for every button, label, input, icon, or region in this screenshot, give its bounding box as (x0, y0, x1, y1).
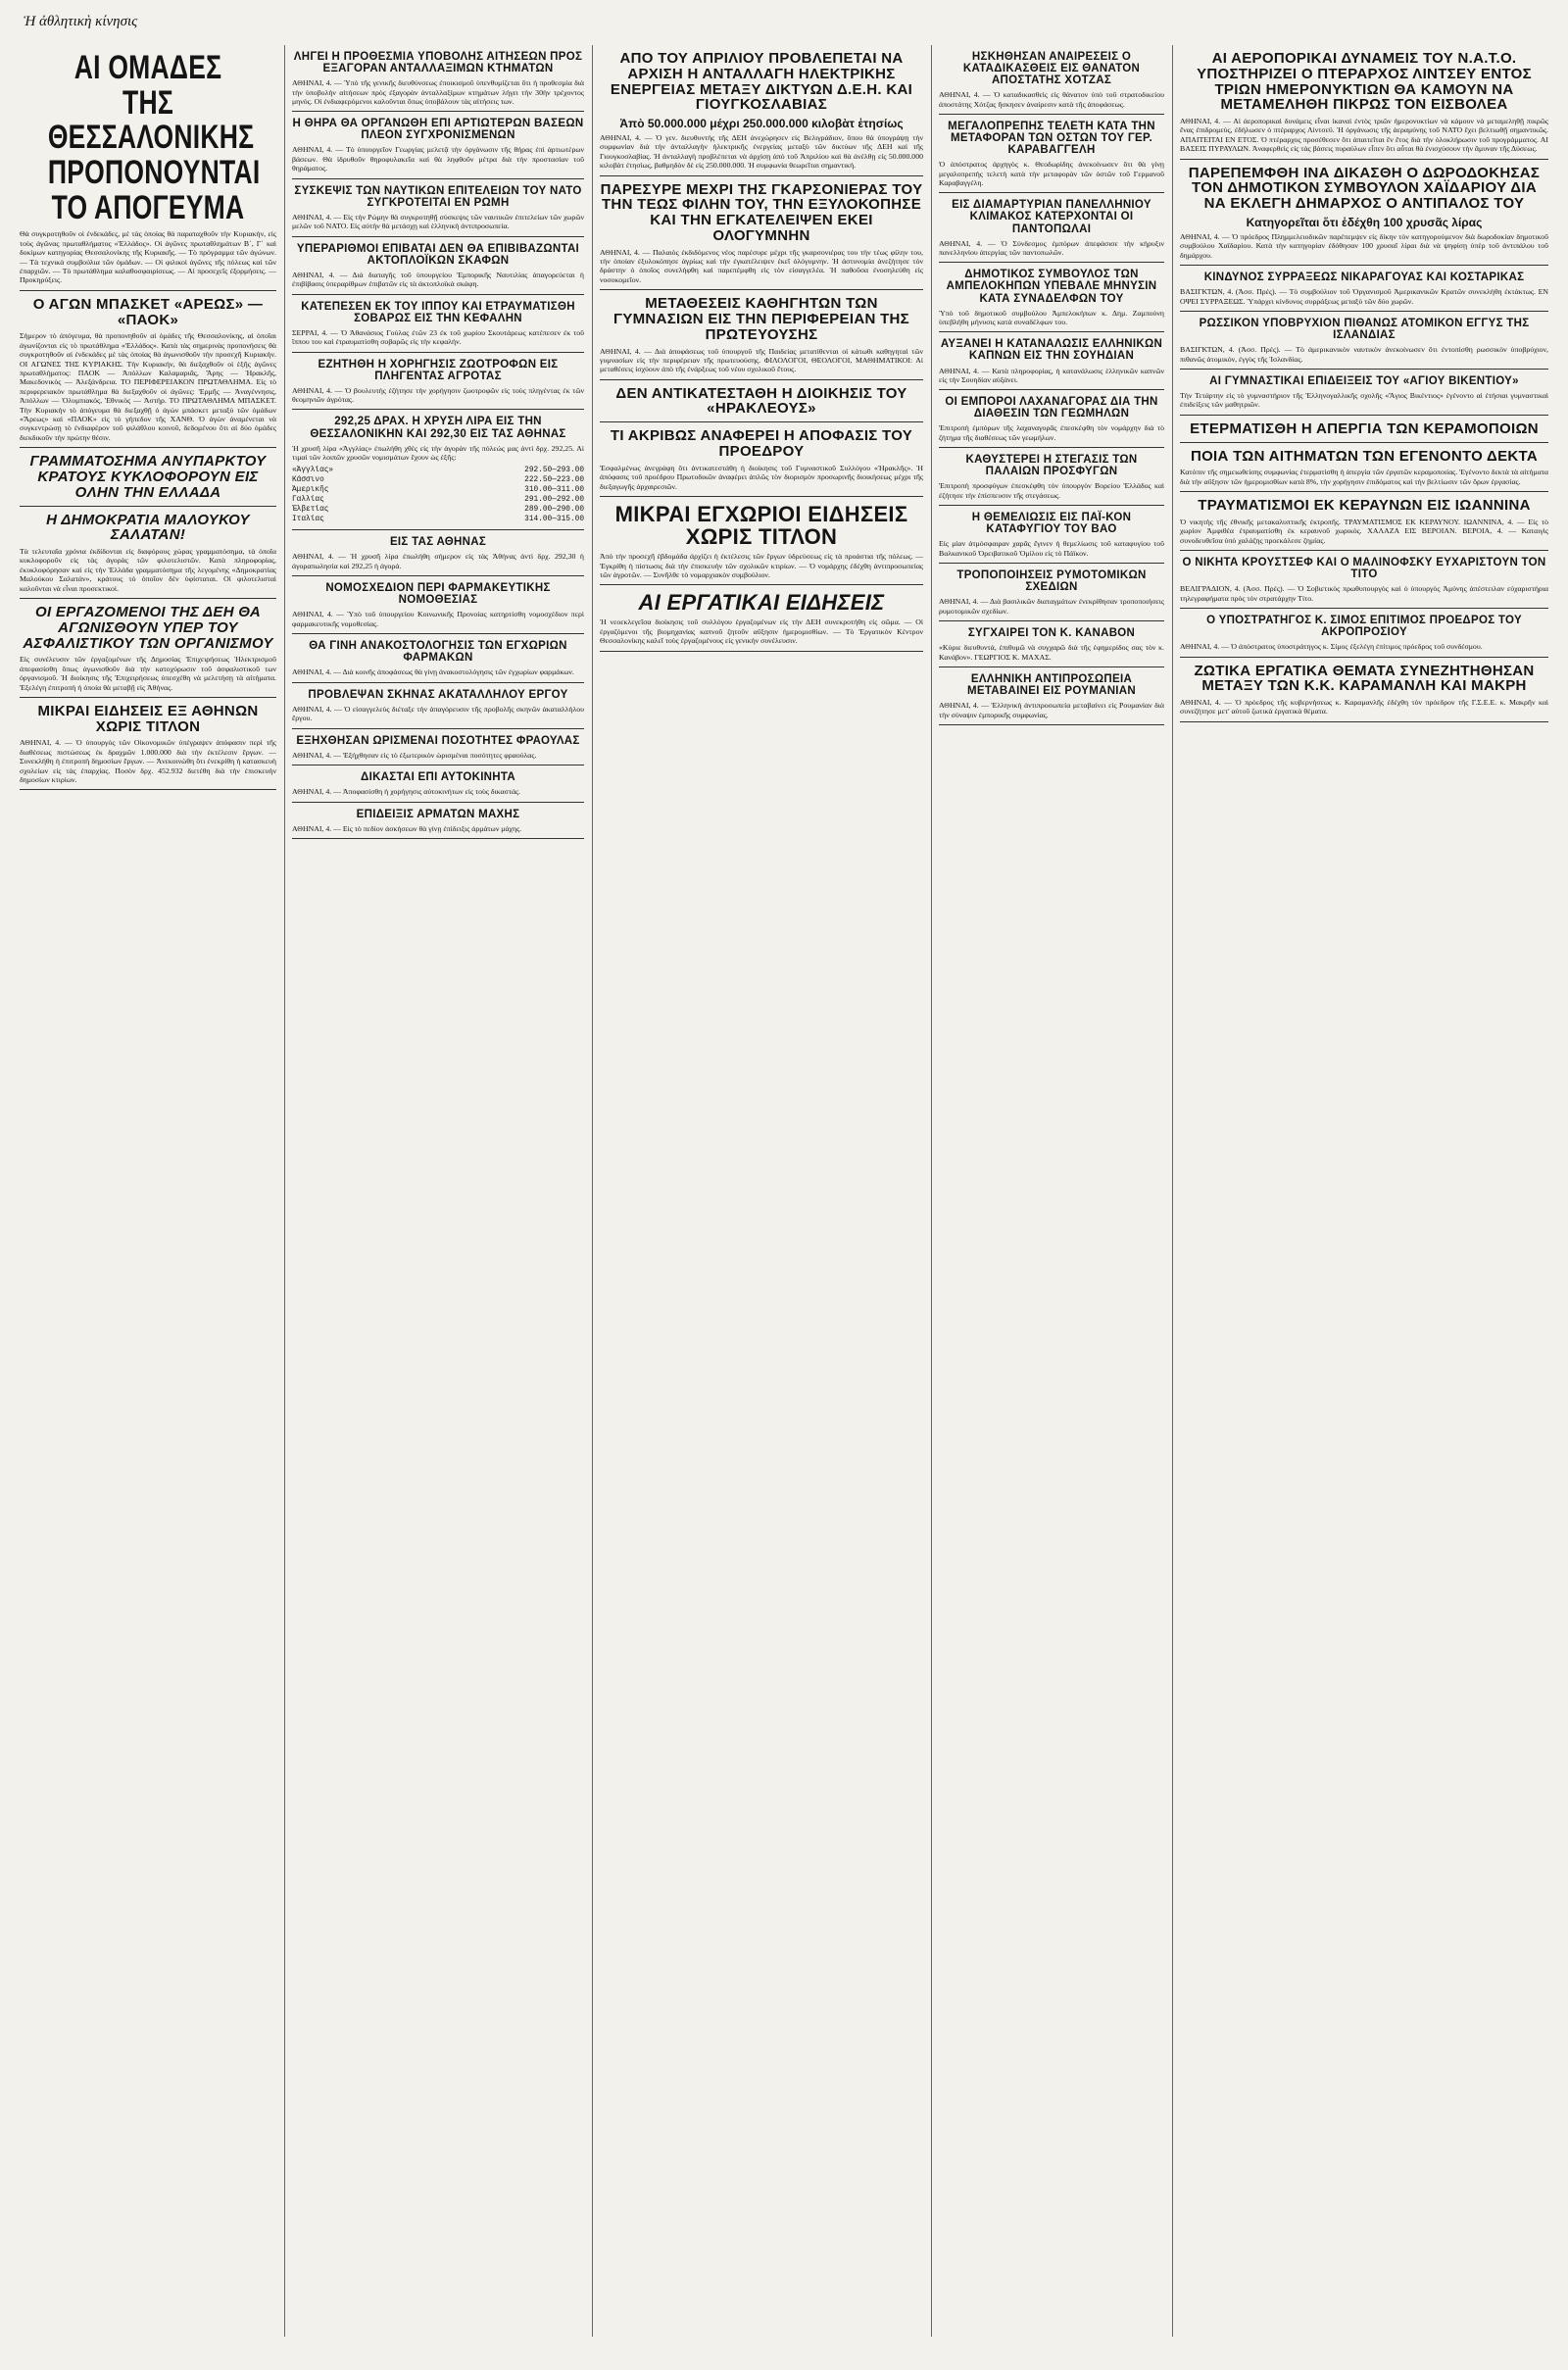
article (1180, 166, 1548, 260)
headline: ΕΛΛΗΝΙΚΗ ΑΝΤΙΠΡΟΣΩΠΕΙΑ ΜΕΤΑΒΑΙΝΕΙ ΕΙΣ ΡΟΥΜΑΝΙΑΝ (966, 672, 1137, 698)
divider (292, 236, 584, 237)
buy-price: 292.50 (524, 467, 553, 475)
article-body: ΒΑΣΙΓΚΤΩΝ, 4. (Ἀσσ. Πρές). — Τὸ ἀμερικανικὸν ναυτικὸν ἀνεκοίνωσεν ὅτι ἐντοπίσθη ρωσσικὸν ὑποβρύχιον, πιθανῶς ἀτομικόν, ἐγγὺς τῆς Ἰσλανδίας. (1180, 345, 1548, 364)
article-body: ΑΘΗΝΑΙ, 4. — Ὁ εἰσαγγελεὺς διέταξε τὴν ἀπαγόρευσιν τῆς προβολῆς σκηνῶν ἀκαταλλήλου ἔργου. (292, 704, 584, 723)
article-body: ΑΘΗΝΑΙ, 4. — Εἰς τὸ πεδίον ἀσκήσεων θὰ γίνῃ ἐπίδειξις ἀρμάτων μάχης. (292, 823, 522, 833)
headline: ΤΙ ΑΚΡΙΒΩΣ ΑΝΑΦΕΡΕΙ Η ΑΠΟΦΑΣΙΣ ΤΟΥ ΠΡΟΕΔΡΟΥ (610, 427, 913, 460)
divider (20, 598, 276, 599)
headline: Η ΔΗΜΟΚΡΑΤΙΑ ΜΑΛΟΥΚΟΥ ΣΑΛΑΤΑΝ! (46, 511, 250, 544)
headline: ΥΠΕΡΑΡΙΘΜΟΙ ΕΠΙΒΑΤΑΙ ΔΕΝ ΘΑ ΕΠΙΒΙΒΑΖΩΝΤΑΙ ΑΚΤΟΠΛΟΪΚΩΝ ΣΚΑΦΩΝ (296, 242, 580, 267)
divider (939, 192, 1164, 193)
article (1180, 449, 1548, 487)
article (939, 569, 1164, 616)
coin-prices: 291.00—292.00 (524, 496, 584, 505)
article-body: ΑΘΗΝΑΙ, 4. — Ὁ πρόεδρος τῆς κυβερνήσεως κ. Καραμανλῆς ἐδέχθη τὸν πρόεδρον τῆς Γ.Σ.Ε.Ε. κ. Μακρῆν καὶ συνεζήτησε μετ' αὐτοῦ ζωτικὰ ἐργατικὰ θέματα. (1180, 698, 1548, 716)
column-rule (931, 45, 932, 2337)
divider (600, 496, 923, 497)
coin-name: Ἑλβετίας (292, 506, 329, 515)
article-body: ΑΘΗΝΑΙ, 4. — Κατὰ πληροφορίας, ἡ κατανάλωσις ἑλληνικῶν καπνῶν εἰς τὴν Σουηδίαν αὐξάνει. (939, 366, 1164, 384)
divider (939, 331, 1164, 332)
article (20, 513, 276, 594)
section-label: Ἡ ἀθλητικὴ κίνησις (24, 14, 138, 29)
headline: ΚΙΝΔΥΝΟΣ ΣΥΡΡΑΞΕΩΣ ΝΙΚΑΡΑΓΟΥΑΣ ΚΑΙ ΚΟΣΤΑΡΙΚΑΣ (1203, 272, 1525, 284)
article (292, 582, 584, 628)
article (600, 591, 923, 645)
article (292, 689, 584, 723)
coin-name: Ἰταλίας (292, 516, 324, 524)
coin-prices: 289.00—290.00 (524, 506, 584, 515)
article (1180, 272, 1548, 306)
article (20, 51, 276, 285)
sell-price: 290.00 (556, 506, 584, 515)
article-body: ΑΘΗΝΑΙ, 4. — Παλαιὸς ἐκδιδόμενος νέος παρέσυρε μέχρι τῆς γκαρσονιέρας του τὴν τέως φίλην του, τὴν ὁποίαν ἐξυλοκόπησε ἀγρίως καὶ τὴν ἐγκατέλειψεν ἐκεῖ ὁλόγυμνην. Ἡ ἀστυνομία ἀνεζήτησε τὸν δράστην ὁ ὁποῖος συνελήφθη καὶ παρεπέμφθη εἰς τὸν εἰσαγγελέα. Ἡ παθοῦσα ἐνοσηλεύθη εἰς νοσοκομεῖον. (600, 247, 923, 284)
article-body: ΑΘΗΝΑΙ, 4. — Διὰ ἀποφάσεως τοῦ ὑπουργοῦ τῆς Παιδείας μετατίθενται οἱ κάτωθι καθηγηταὶ τῶν γυμνασίων εἰς τὴν περιφέρειαν τῆς πρωτευούσης. ΦΙΛΟΛΟΓΟΙ, ΘΕΟΛΟΓΟΙ, ΜΑΘΗΜΑΤΙΚΟΙ: Αἱ μεταθέσεις ἰσχύουν ἀπὸ τῆς ἐνάρξεως τοῦ νέου σχολικοῦ ἔτους. (600, 346, 923, 374)
coin-prices: 222.50—223.00 (524, 476, 584, 485)
divider (1180, 442, 1548, 443)
article-body: Ἀπὸ τὴν προσεχῆ ἑβδομάδα ἀρχίζει ἡ ἐκτέλεσις τῶν ἔργων ὑδρεύσεως εἰς τὰ προάστια τῆς πόλεως. — Ἐγκρίθη ἡ πίστωσις διὰ τὴν ἐπισκευὴν τῶν σχολικῶν κτιρίων. — Ὁ νομάρχης ἐδέχθη ἀντιπροσωπείας τῶν ἀγροτῶν. — Συνῆλθε τὸ νομαρχιακὸν συμβούλιον. (600, 552, 923, 579)
article (292, 185, 584, 231)
headline: ΠΑΡΕΠΕΜΦΘΗ ΙΝΑ ΔΙΚΑΣΘΗ Ο ΔΩΡΟΔΟΚΗΣΑΣ ΤΟΝ ΔΗΜΟΤΙΚΟΝ ΣΥΜΒΟΥΛΟΝ ΧΑΪΔΑΡΙΟΥ ΔΙΑ ΝΑ ΕΚΛΕΓΗ ΔΗΜΑΡΧΟΣ Ο ΑΝΤΙΠΑΛΟΣ ΤΟΥ (1188, 164, 1541, 213)
article (20, 454, 276, 500)
article-body: ΑΘΗΝΑΙ, 4. — Ἐξήχθησαν εἰς τὸ ἐξωτερικὸν ὡρισμέναι ποσότητες φραούλας. (292, 750, 537, 760)
divider (20, 447, 276, 448)
headline: ΗΣΚΗΘΗΣΑΝ ΑΝΑΙΡΕΣΕΙΣ Ο ΚΑΤΑΔΙΚΑΣΘΕΙΣ ΕΙΣ ΘΑΝΑΤΟΝ ΑΠΟΣΤΑΤΗΣ ΧΟΤΖΑΣ (962, 51, 1141, 87)
divider (292, 178, 584, 179)
headline: 292,25 ΔΡΑΧ. Η ΧΡΥΣΗ ΛΙΡΑ ΕΙΣ ΤΗΝ ΘΕΣΣΑΛΟΝΙΚΗΝ ΚΑΙ 292,30 ΕΙΣ ΤΑΣ ΑΘΗΝΑΣ (310, 416, 566, 440)
article-body: ΑΘΗΝΑΙ, 4. — Ὁ ὑπουργὸς τῶν Οἰκονομικῶν ὑπέγραψεν ἀπόφασιν περὶ τῆς διαθέσεως πιστώσεως ἐκ δραχμῶν 1.000.000 διὰ τὴν ἐκτέλεσιν ἔργων. — Συνεκλήθη ἡ ἐπιτροπὴ δημοσίων ἔργων. — Ἀνεκοινώθη ὅτι ἐνεκρίθη ἡ κατασκευὴ σχολείων εἰς τὰς ἐπαρχίας. Ποσὸν δρχ. 452.932 διετέθη διὰ τὴν ἐπισκευὴν δημοσίων κτιρίων. (20, 738, 276, 785)
headline: ΛΗΓΕΙ Η ΠΡΟΘΕΣΜΙΑ ΥΠΟΒΟΛΗΣ ΑΙΤΗΣΕΩΝ ΠΡΟΣ ΕΞΑΓΟΡΑΝ ΑΝΤΑΛΛΑΞΙΜΩΝ ΚΤΗΜΑΤΩΝ (293, 51, 583, 75)
article (939, 673, 1164, 719)
article (939, 512, 1164, 558)
article (292, 51, 584, 106)
column-1 (20, 45, 276, 2337)
headline: ΡΩΣΣΙΚΟΝ ΥΠΟΒΡΥΧΙΟΝ ΠΙΘΑΝΩΣ ΑΤΟΜΙΚΟΝ ΕΓΓΥΣ ΤΗΣ ΙΣΛΑΝΔΙΑΣ (1199, 317, 1530, 342)
article-body: «Κύριε διευθυντά, ἐπιθυμῶ νὰ συγχαρῶ διὰ τῆς ἐφημερίδος σας τὸν κ. Κανάβον». ΓΕΩΡΓΙΟΣ Κ. ΜΑΧΑΣ. (939, 643, 1164, 662)
headline: ΑΙ ΕΡΓΑΤΙΚΑΙ ΕΙΔΗΣΕΙΣ (638, 590, 885, 616)
article (600, 296, 923, 373)
divider (1180, 311, 1548, 312)
article (20, 704, 276, 785)
article-body: ΑΘΗΝΑΙ, 4. — Ἡ χρυσῆ λίρα ἐπωλήθη σήμερον εἰς τὰς Ἀθήνας ἀντὶ δρχ. 292,30 ἡ ἀγοραπωλησία καὶ 292,25 ἡ ἀγορά. (292, 552, 584, 570)
article (292, 359, 584, 405)
headline: ΜΙΚΡΑΙ ΕΙΔΗΣΕΙΣ ΕΞ ΑΘΗΝΩΝ ΧΩΡΙΣ ΤΙΤΛΟΝ (37, 702, 259, 735)
article-body: Ἡ χρυσῆ λίρα «Ἀγγλίας» ἐπωλήθη χθὲς εἰς τὴν ἀγορὰν τῆς πόλεώς μας ἀντὶ δρχ. 292,25. Αἱ τιμαὶ τῶν λοιπῶν χρυσῶν νομισμάτων ἔχουν ὡς ἑξῆς: (292, 443, 584, 462)
divider (600, 175, 923, 176)
article-body: Ὁ νικητὴς τῆς ἐθνικῆς μετακαλυπτικῆς ἐκτροπῆς. ΤΡΑΥΜΑΤΙΣΜΟΣ ΕΚ ΚΕΡΑΥΝΟΥ. ΙΩΑΝΝΙΝΑ, 4. — Εἰς τὸ χωρίον Ἀμφιθέα ἐτραυματίσθη ἐκ κεραυνοῦ χωρικός. ΧΑΛΑΖΑ ΕΙΣ ΒΕΡΟΙΑΝ. ΒΕΡΟΙΑ, 4. — Καταιγὶς συνοδευθεῖσα ὑπὸ χαλάζης προεκάλεσε ζημίας. (1180, 517, 1548, 545)
divider (20, 290, 276, 291)
headline: ΕΙΣ ΤΑΣ ΑΘΗΝΑΣ (389, 536, 487, 549)
coin-name: Κάσσινο (292, 476, 324, 485)
buy-price: 314.00 (524, 516, 553, 524)
headline: ΕΙΣ ΔΙΑΜΑΡΤΥΡΙΑΝ ΠΑΝΕΛΛΗΝΙΟΥ ΚΛΙΜΑΚΟΣ ΚΑΤΕΡΧΟΝΤΑΙ ΟΙ ΠΑΝΤΟΠΩΛΑΙ (952, 199, 1152, 235)
article-body: ΑΘΗΝΑΙ, 4. — Ὑπὸ τῆς γενικῆς διευθύνσεως ἐποικισμοῦ ὑπενθυμίζεται ὅτι ἡ προθεσμία διὰ τὴν ὑποβολὴν αἰτήσεων πρὸς ἐξαγορὰν ἀνταλλαξίμων κτημάτων λήγει τὴν 30ὴν τρέχοντος μηνός. Οἱ ἐνδιαφερόμενοι καλοῦνται ὅπως ὑποβάλουν τὰς αἰτήσεις των. (292, 78, 584, 106)
coin-prices: 310.00—311.00 (524, 486, 584, 495)
article (939, 51, 1164, 109)
headline: ΕΠΙΔΕΙΞΙΣ ΑΡΜΑΤΩΝ ΜΑΧΗΣ (356, 808, 520, 820)
article (600, 428, 923, 491)
divider (292, 111, 584, 112)
article (939, 121, 1164, 187)
headline: ΕΤΕΡΜΑΤΙΣΘΗ Η ΑΠΕΡΓΙΑ ΤΩΝ ΚΕΡΑΜΟΠΟΙΩΝ (1190, 420, 1539, 437)
divider (939, 447, 1164, 448)
article (292, 771, 584, 796)
article-body: ΑΘΗΝΑΙ, 4. — Ὁ γεν. διευθυντὴς τῆς ΔΕΗ ἀνεχώρησεν εἰς Βελιγράδιον, ὅπου θὰ ὑπογράψῃ τὴν συμφωνίαν διὰ τὴν ἀνταλλαγὴν ἠλεκτρικῆς ἐνεργείας μεταξὺ τῶν δικτύων τῆς ΔΕΗ καὶ τῆς Γιουγκοσλαβίας. Ἡ ἀνταλλαγὴ προβλέπεται νὰ ἀρχίσῃ ἀπὸ τοῦ Ἀπριλίου καὶ θὰ ἀνέλθῃ εἰς 50.000.000 κιλοβὰτ ἐτησίως, βαθμηδὸν δὲ εἰς 250.000.000. Ἡ συμφωνία θεωρεῖται σημαντική. (600, 133, 923, 171)
article-body: ΑΘΗΝΑΙ, 4. — Ὁ βουλευτὴς ἐζήτησε τὴν χορήγησιν ζωοτροφῶν εἰς τοὺς πληγέντας ἐκ τῶν θεομηνιῶν ἀγρότας. (292, 385, 584, 405)
deck: Κατηγορεῖται ὅτι ἐδέχθη 100 χρυσᾶς λίρας (1246, 215, 1483, 229)
article-body: ΒΑΣΙΓΚΤΩΝ, 4. (Ἀσσ. Πρές). — Τὸ συμβούλιον τοῦ Ὀργανισμοῦ Ἀμερικανικῶν Κρατῶν συνεκλήθη ἐκτάκτως. ΕΝ ΟΨΕΙ ΣΥΡΡΑΞΕΩΣ. Ὑπάρχει κίνδυνος συρράξεως μεταξὺ τῶν δύο χωρῶν. (1180, 287, 1548, 306)
divider (292, 682, 584, 683)
headline: ΓΡΑΜΜΑΤΟΣΗΜΑ ΑΝΥΠΑΡΚΤΟΥ ΚΡΑΤΟΥΣ ΚΥΚΛΟΦΟΡΟΥΝ ΕΙΣ ΟΛΗΝ ΤΗΝ ΕΛΛΑΔΑ (29, 453, 267, 501)
article (1180, 557, 1548, 603)
divider (939, 620, 1164, 621)
article-body: ΑΘΗΝΑΙ, 4. — Αἱ ἀεροπορικαὶ δυνάμεις εἶναι ἱκαναὶ ἐντὸς τριῶν ἡμερονυκτίων νὰ κάμουν νὰ μεταμεληθῇ πικρῶς ἕνας ἐπιδρομεύς, ἐδήλωσεν ὁ πτέραρχος Λίντσεϋ. Ἡ ὀργάνωσις τῆς ἀεραμύνης τοῦ ΝΑΤΟ ἔχει βελτιωθῇ σημαντικῶς. ΑΠΑΙΤΕΙΤΑΙ ΕΝ ΕΤΟΣ. Ὁ πτέραρχος προσέθεσεν ὅτι ἀπαιτεῖται ἓν ἔτος διὰ τὴν ὁλοκλήρωσιν τοῦ προγράμματος. ΑΙ ΒΑΣΕΙΣ ΠΥΡΑΥΛΩΝ. Ἀναφερθεὶς εἰς τὰς βάσεις πυραύλων εἶπεν ὅτι αὗται θὰ ἐνισχύσουν τὴν ἄμυναν τῆς Δύσεως. (1180, 117, 1548, 154)
headline: ΠΡΟΒΛΕΨΑΝ ΣΚΗΝΑΣ ΑΚΑΤΑΛΛΗΛΟΥ ΕΡΓΟΥ (308, 688, 568, 701)
divider (600, 379, 923, 380)
coin-prices: 292.50—293.00 (524, 467, 584, 475)
headline: ΤΡΟΠΟΠΟΙΗΣΕΙΣ ΡΥΜΟΤΟΜΙΚΩΝ ΣΧΕΔΙΩΝ (956, 569, 1147, 594)
article (939, 627, 1164, 662)
article (600, 503, 923, 579)
divider (292, 728, 584, 729)
headline: ΚΑΘΥΣΤΕΡΕΙ Η ΣΤΕΓΑΣΙΣ ΤΩΝ ΠΑΛΑΙΩΝ ΠΡΟΣΦΥΓΩΝ (965, 454, 1138, 478)
article-body: ΑΘΗΝΑΙ, 4. — Διὰ κοινῆς ἀποφάσεως θὰ γίνῃ ἀνακοστολόγησις τῶν ἐγχωρίων φαρμάκων. (292, 667, 574, 677)
divider (1180, 608, 1548, 609)
article (1180, 51, 1548, 154)
article (600, 386, 923, 418)
article-body: ΑΘΗΝΑΙ, 4. — Ἀποφασίσθη ἡ χορήγησις αὐτοκινήτων εἰς τοὺς δικαστάς. (292, 787, 521, 797)
coin-name: Γαλλίας (292, 496, 324, 505)
article (292, 640, 584, 677)
article (939, 396, 1164, 442)
article-body: Ἡ νεοεκλεγεῖσα διοίκησις τοῦ συλλόγου ἐργαζομένων εἰς τὴν ΔΕΗ συνεκροτήθη εἰς σῶμα. — Οἱ ἐργαζόμενοι τῆς βιομηχανίας καπνοῦ ζητοῦν αὔξησιν ἡμερομισθίων. — Τὸ Ἐργατικὸν Κέντρον Θεσσαλονίκης καλεῖ τοὺς ἐργαζομένους εἰς γενικὴν συνέλευσιν. (600, 617, 923, 646)
article (600, 182, 923, 285)
article-body: Ἐπιτροπὴ ἐμπόρων τῆς λαχαναγορᾶς ἐπεσκέφθη τὸν νομάρχην διὰ τὸ ζήτημα τῆς διαθέσεως τῶν γεωμήλων. (939, 423, 1164, 442)
article-body: ΑΘΗΝΑΙ, 4. — Ὁ πρόεδρος Πλημμελειοδικῶν παρέπεμψεν εἰς δίκην τὸν κατηγορούμενον διὰ δωροδοκίαν δημοτικοῦ συμβούλου Χαϊδαρίου. Κατὰ τὴν κατηγορίαν ἐδόθησαν 100 χρυσαῖ λίραι διὰ νὰ ψηφίσῃ ὑπὲρ τοῦ ἀντιπάλου τοῦ δημάρχου. (1180, 231, 1548, 260)
article (292, 118, 584, 173)
divider (1180, 491, 1548, 492)
coin-prices: 314.00—315.00 (524, 516, 584, 524)
article (292, 416, 584, 462)
gold-price-row (292, 485, 584, 495)
gold-price-row (292, 466, 584, 475)
article-body: Κατόπιν τῆς σημειωθείσης συμφωνίας ἐτερματίσθη ἡ ἀπεργία τῶν ἐργατῶν κεραμοποιίας. Ἐγένοντο δεκτὰ τὰ αἰτήματα διὰ τὴν αὔξησιν τῶν ἡμερομισθίων κατὰ 8%, τὴν χορήγησιν ἐπιδόματος καὶ τὴν βελτίωσιν τῶν ὅρων ἐργασίας. (1180, 468, 1548, 486)
divider (20, 697, 276, 698)
article-body: ΣΕΡΡΑΙ, 4. — Ὁ Ἀθανάσιος Γούλας ἐτῶν 23 ἐκ τοῦ χωρίου Σκουτάρεως κατέπεσεν ἐκ τοῦ ἵππου του καὶ ἐτραυματίσθη σοβαρῶς εἰς τὴν κεφαλήν. (292, 327, 584, 347)
article-body: ΑΘΗΝΑΙ, 4. — Τὸ ὑπουργεῖον Γεωργίας μελετᾷ τὴν ὀργάνωσιν τῆς θήρας ἐπὶ ἀρτιωτέρων βάσεων. Θὰ ἱδρυθοῦν θηροφυλακεῖα καὶ θὰ ληφθοῦν μέτρα διὰ τὴν προστασίαν τοῦ θηράματος. (292, 145, 584, 173)
sell-price: 292.00 (556, 496, 584, 505)
divider (292, 409, 584, 410)
article-body: ΑΘΗΝΑΙ, 4. — Ἑλληνικὴ ἀντιπροσωπεία μεταβαίνει εἰς Ρουμανίαν διὰ τὴν σύναψιν ἐμπορικῆς συμφωνίας. (939, 701, 1164, 719)
headline: ΟΙ ΕΜΠΟΡΟΙ ΛΑΧΑΝΑΓΟΡΑΣ ΔΙΑ ΤΗΝ ΔΙΑΘΕΣΙΝ ΤΩΝ ΓΕΩΜΗΛΩΝ (945, 396, 1158, 420)
headline: ΚΑΤΕΠΕΣΕΝ ΕΚ ΤΟΥ ΙΠΠΟΥ ΚΑΙ ΕΤΡΑΥΜΑΤΙΣΘΗ ΣΟΒΑΡΩΣ ΕΙΣ ΤΗΝ ΚΕΦΑΛΗΝ (301, 300, 575, 324)
article (600, 51, 923, 171)
divider (939, 563, 1164, 564)
headline: ΑΠΟ ΤΟΥ ΑΠΡΙΛΙΟΥ ΠΡΟΒΛΕΠΕΤΑΙ ΝΑ ΑΡΧΙΣΗ Η ΑΝΤΑΛΛΑΓΗ ΗΛΕΚΤΡΙΚΗΣ ΕΝΕΡΓΕΙΑΣ ΜΕΤΑΞΥ ΔΙΚΤΥΩΝ Δ.Ε.Η. ΚΑΙ ΓΙΟΥΓΚΟΣΛΑΒΙΑΣ (610, 50, 913, 114)
column-rule (592, 45, 593, 2337)
buy-price: 222.50 (524, 476, 553, 485)
article-body: ΑΘΗΝΑΙ, 4. — Ὑπὸ τοῦ ὑπουργείου Κοινωνικῆς Προνοίας κατηρτίσθη νομοσχέδιον περὶ φαρμακευτικῆς νομοθεσίας. (292, 610, 584, 628)
article-body: Εἰς μίαν ἀτμόσφαιραν χαρᾶς ἔγινεν ἡ θεμελίωσις τοῦ καταφυγίου τοῦ Βαλκανικοῦ Ὁρειβατικοῦ Ὁμίλου εἰς τὸ Πάϊκον. (939, 539, 1164, 558)
divider (1180, 550, 1548, 551)
article (1180, 615, 1548, 652)
divider (20, 789, 276, 790)
article-body: Τὰ τελευταῖα χρόνια ἐκδίδονται εἰς διαφόρους χώρας γραμματόσημα, τὰ ὁποῖα κυκλοφοροῦν εἰς τὰς ἀγορὰς τῶν φιλοτελιστῶν. Κατὰ πληροφορίας, ἐκυκλοφόρησαν καὶ εἰς τὴν Ἑλλάδα γραμματόσημα τῆς λεγομένης «Δημοκρατίας Μαλούκου Σαλατάν», κράτους τὸ ὁποῖον δὲν ὑφίσταται. Οἱ φιλοτελισταὶ καλοῦνται νὰ εἶναι προσεκτικοί. (20, 547, 276, 593)
column-rule (284, 45, 285, 2337)
headline: ΕΖΗΤΗΘΗ Η ΧΟΡΗΓΗΣΙΣ ΖΩΟΤΡΟΦΩΝ ΕΙΣ ΠΛΗΓΕΝΤΑΣ ΑΓΡΟΤΑΣ (318, 358, 559, 382)
headline: ΜΕΓΑΛΟΠΡΕΠΗΣ ΤΕΛΕΤΗ ΚΑΤΑ ΤΗΝ ΜΕΤΑΦΟΡΑΝ ΤΩΝ ΟΣΤΩΝ ΤΟΥ ΓΕΡ. ΚΑΡΑΒΑΓΓΕΛΗ (948, 121, 1155, 157)
divider (292, 802, 584, 803)
article (20, 605, 276, 692)
divider (292, 529, 584, 530)
coin-name: «Ἀγγλίας» (292, 467, 334, 475)
gold-price-row (292, 505, 584, 515)
headline: ΜΕΤΑΘΕΣΕΙΣ ΚΑΘΗΓΗΤΩΝ ΤΩΝ ΓΥΜΝΑΣΙΩΝ ΕΙΣ ΤΗΝ ΠΕΡΙΦΕΡΕΙΑΝ ΤΗΣ ΠΡΩΤΕΥΟΥΣΗΣ (613, 295, 909, 343)
headline: ΜΙΚΡΑΙ ΕΓΧΩΡΙΟΙ ΕΙΔΗΣΕΙΣ ΧΩΡΙΣ ΤΙΤΛΟΝ (614, 501, 908, 550)
article (292, 536, 584, 570)
article-body: Τὴν Τετάρτην εἰς τὸ γυμναστήριον τῆς Ἑλληνογαλλικῆς σχολῆς «Ἅγιος Βικέντιος» ἐγένοντο αἱ ἐτήσιαι γυμναστικαὶ ἐπιδείξεις τῶν μαθητριῶν. (1180, 390, 1548, 410)
buy-price: 289.00 (524, 506, 553, 515)
column-rule (1172, 45, 1173, 2337)
headline: ΤΡΑΥΜΑΤΙΣΜΟΙ ΕΚ ΚΕΡΑΥΝΩΝ ΕΙΣ ΙΩΑΝΝΙΝΑ (1198, 497, 1531, 515)
headline: ΖΩΤΙΚΑ ΕΡΓΑΤΙΚΑ ΘΕΜΑΤΑ ΣΥΝΕΖΗΤΗΘΗΣΑΝ ΜΕΤΑΞΥ ΤΩΝ Κ.Κ. ΚΑΡΑΜΑΝΛΗ ΚΑΙ ΜΑΚΡΗ (1194, 662, 1535, 695)
buy-price: 291.00 (524, 496, 553, 505)
sell-price: 311.00 (556, 486, 584, 495)
headline: Ο ΑΓΩΝ ΜΠΑΣΚΕΤ «ΑΡΕΩΣ» — «ΠΑΟΚ» (32, 295, 264, 328)
divider (1180, 159, 1548, 160)
headline: ΑΙ ΑΕΡΟΠΟΡΙΚΑΙ ΔΥΝΑΜΕΙΣ ΤΟΥ Ν.Α.Τ.Ο. ΥΠΟΣΤΗΡΙΖΕΙ Ο ΠΤΕΡΑΡΧΟΣ ΛΙΝΤΣΕΥ ΕΝΤΟΣ ΤΡΙΩΝ ΗΜΕΡΟΝΥΚΤΙΩΝ ΘΑ ΚΑΜΟΥΝ ΝΑ ΜΕΤΑΜΕΛΗΘΗ ΠΙΚΡΩΣ ΤΟΝ ΕΙΣΒΟΛΕΑ (1197, 50, 1532, 114)
divider (1180, 657, 1548, 658)
newspaper-page (20, 14, 1548, 2337)
article (292, 301, 584, 347)
divider (1180, 369, 1548, 370)
divider (292, 294, 584, 295)
headline: ΟΙ ΕΡΓΑΖΟΜΕΝΟΙ ΤΗΣ ΔΕΗ ΘΑ ΑΓΩΝΙΣΘΟΥΝ ΥΠΕΡ ΤΟΥ ΑΣΦΑΛΙΣΤΙΚΟΥ ΤΩΝ ΟΡΓΑΝΙΣΜΟΥ (23, 604, 273, 652)
sell-price: 293.00 (556, 467, 584, 475)
headline: ΣΥΣΚΕΨΙΣ ΤΩΝ ΝΑΥΤΙΚΩΝ ΕΠΙΤΕΛΕΙΩΝ ΤΟΥ ΝΑΤΟ ΣΥΓΚΡΟΤΕΙΤΑΙ ΕΝ ΡΩΜΗ (294, 184, 582, 209)
divider (600, 651, 923, 652)
headline: Ο ΝΙΚΗΤΑ ΚΡΟΥΣΤΣΕΦ ΚΑΙ Ο ΜΑΛΙΝΟΦΣΚΥ ΕΥΧΑΡΙΣΤΟΥΝ ΤΟΝ ΤΙΤΟ (1182, 557, 1546, 581)
gold-price-row (292, 495, 584, 505)
divider (292, 633, 584, 634)
article (1180, 375, 1548, 410)
headline: ΑΙ ΟΜΑΔΕΣ ΤΗΣ ΘΕΣΣΑΛΟΝΙΚΗΣ ΠΡΟΠΟΝΟΥΝΤΑΙ ΤΟ ΑΠΟΓΕΥΜΑ (47, 49, 261, 226)
divider (939, 724, 1164, 725)
article-body: ΑΘΗΝΑΙ, 4. — Ὁ ἀπόστρατος ὑποστράτηγος κ. Σίμος ἐξελέγη ἐπίτιμος πρόεδρος τοῦ συνδέσμου. (1180, 642, 1483, 652)
gold-price-table (292, 466, 584, 524)
divider (1180, 265, 1548, 266)
divider (292, 575, 584, 576)
article (292, 243, 584, 289)
article-body: ΑΘΗΝΑΙ, 4. — Ὁ καταδικασθεὶς εἰς θάνατον ὑπὸ τοῦ στρατοδικείου ἀποστάτης Χότζας ἤσκησεν ἀναίρεσιν κατὰ τῆς ἀποφάσεως. (939, 90, 1164, 109)
headline: ΝΟΜΟΣΧΕΔΙΟΝ ΠΕΡΙ ΦΑΡΜΑΚΕΥΤΙΚΗΣ ΝΟΜΟΘΕΣΙΑΣ (325, 582, 551, 607)
headline: Ο ΥΠΟΣΤΡΑΤΗΓΟΣ Κ. ΣΙΜΟΣ ΕΠΙΤΙΜΟΣ ΠΡΟΕΔΡΟΣ ΤΟΥ ΑΚΡΟΠΡΟΣΙΟΥ (1206, 615, 1522, 639)
gold-price-row (292, 475, 584, 485)
divider (20, 506, 276, 507)
article-body: ΒΕΛΙΓΡΑΔΙΟΝ, 4. (Ἀσσ. Πρές). — Ὁ Σοβιετικὸς πρωθυπουργὸς καὶ ὁ ὑπουργὸς Ἀμύνης ἀπέστειλαν εὐχαριστήρια τηλεγραφήματα πρὸς τὸν στρατάρχην Τίτο. (1180, 584, 1548, 603)
headline: ΘΑ ΓΙΝΗ ΑΝΑΚΟΣΤΟΛΟΓΗΣΙΣ ΤΩΝ ΕΓΧΩΡΙΩΝ ΦΑΡΜΑΚΩΝ (309, 640, 567, 665)
coin-name: Ἀμερικῆς (292, 486, 329, 495)
divider (939, 262, 1164, 263)
headline: ΣΥΓΧΑΙΡΕΙ ΤΟΝ Κ. ΚΑΝΑΒΟΝ (967, 627, 1136, 640)
gold-price-row (292, 515, 584, 524)
article (1180, 664, 1548, 716)
divider (1180, 415, 1548, 416)
article (1180, 498, 1548, 545)
article-body: Θὰ συγκροτηθοῦν οἱ ἐνδεκάδες, μὲ τὰς ὁποίας θὰ παραταχθοῦν τὴν Κυριακήν, εἰς τοὺς ἀγῶνας πρωταθλήματος «Ἑλλάδος». Οἱ ἀγῶνες πρωταθλημάτων Β΄, Γ΄ καὶ δοκίμων κατηγορίας Θεσσαλονίκης τῆς Κυριακῆς. — Τὸ πρόγραμμα τῶν ἀγώνων. — Τὰ τεχνικὰ συμβούλια τῶν ὁμάδων. — Οἱ φιλικοὶ ἀγῶνες τῆς πόλεως καὶ τῶν ἐπαρχιῶν. — Τὸ πρωτάθλημα καλαθοσφαιρίσεως. — Αἱ προσεχεῖς ἐξορμήσεις. — Προκηρύξεις. (20, 229, 276, 285)
headline: ΔΕΝ ΑΝΤΙΚΑΤΕΣΤΑΘΗ Η ΔΙΟΙΚΗΣΙΣ ΤΟΥ «ΗΡΑΚΛΕΟΥΣ» (615, 384, 907, 418)
column-2 (292, 45, 584, 2337)
divider (600, 421, 923, 422)
article (1180, 318, 1548, 364)
deck: Ἀπὸ 50.000.000 μέχρι 250.000.000 κιλοβὰτ ἐτησίως (619, 117, 904, 130)
divider (1180, 721, 1548, 722)
article-body: Εἰς συνέλευσιν τῶν ἐργαζομένων τῆς Δημοσίας Ἐπιχειρήσεως Ἠλεκτρισμοῦ ἀπεφασίσθη ὅπως ἀγωνισθοῦν διὰ τὴν κατοχύρωσιν τοῦ ἀσφαλιστικοῦ των ὀργανισμοῦ. Ἡ διοίκησις τῆς Ἐπιχειρήσεως ὑπεσχέθη νὰ μελετήσῃ τὰ αἰτήματα. Ἐξελέγη ἐπιτροπὴ ἡ ὁποία θὰ μεταβῇ εἰς Ἀθήνας. (20, 655, 276, 692)
divider (939, 505, 1164, 506)
headline: ΠΑΡΕΣΥΡΕ ΜΕΧΡΙ ΤΗΣ ΓΚΑΡΣΟΝΙΕΡΑΣ ΤΟΥ ΤΗΝ ΤΕΩΣ ΦΙΛΗΝ ΤΟΥ, ΤΗΝ ΕΞΥΛΟΚΟΠΗΣΕ ΚΑΙ ΤΗΝ ΕΓΚΑΤΕΛΕΙΨΕΝ ΕΚΕΙ ΟΛΟΓΥΜΝΗΝ (600, 180, 923, 244)
article-body: Ὑπὸ τοῦ δημοτικοῦ συμβούλου Ἀμπελοκήπων κ. Δημ. Ζαμπούνη ὑπεβλήθη μήνυσις κατὰ συναδέλφων του. (939, 308, 1164, 326)
article (939, 199, 1164, 257)
sell-price: 315.00 (556, 516, 584, 524)
divider (292, 352, 584, 353)
article-body: Ὁ ἀπόστρατος ἀρχηγὸς κ. Θεοδωρίδης ἀνεκοίνωσεν ὅτι θὰ γίνῃ μεγαλοπρεπὴς τελετὴ κατὰ τὴν μεταφορὰν τῶν ὀστῶν τοῦ Γερμανοῦ Καραβαγγέλη. (939, 160, 1164, 187)
article (292, 809, 584, 833)
article (939, 454, 1164, 500)
headline: Η ΘΕΜΕΛΙΩΣΙΣ ΕΙΣ ΠΑΪ-ΚΟΝ ΚΑΤΑΦΥΓΙΟΥ ΤΟΥ ΒΑΟ (971, 512, 1132, 536)
article-body: ΑΘΗΝΑΙ, 4. — Εἰς τὴν Ρώμην θὰ συγκροτηθῇ σύσκεψις τῶν ναυτικῶν ἐπιτελείων τῶν χωρῶν μελῶν τοῦ ΝΑΤΟ. Εἰς αὐτὴν θὰ μετάσχῃ καὶ ἑλληνικὴ ἀντιπροσωπεία. (292, 212, 584, 231)
headline: ΔΗΜΟΤΙΚΟΣ ΣΥΜΒΟΥΛΟΣ ΤΩΝ ΑΜΠΕΛΟΚΗΠΩΝ ΥΠΕΒΑΛΕ ΜΗΝΥΣΙΝ ΚΑΤΑ ΣΥΝΑΔΕΛΦΩΝ ΤΟΥ (946, 269, 1157, 305)
article-body: ΑΘΗΝΑΙ, 4. — Διὰ διαταγῆς τοῦ ὑπουργείου Ἐμπορικῆς Ναυτιλίας ἀπαγορεύεται ἡ ἐπιβίβασις ὑπεραρίθμων ἐπιβατῶν εἰς τὰ ἀκτοπλοϊκὰ σκάφη. (292, 270, 584, 289)
article (292, 735, 584, 760)
headline: ΕΞΗΧΘΗΣΑΝ ΩΡΙΣΜΕΝΑΙ ΠΟΣΟΤΗΤΕΣ ΦΡΑΟΥΛΑΣ (296, 734, 580, 747)
column-4 (939, 45, 1164, 2337)
article-body: Ἐσφαλμένως ἀνεγράφη ὅτι ἀντικατεστάθη ἡ διοίκησις τοῦ Γυμναστικοῦ Συλλόγου «Ἡρακλῆς». Ἡ ἀπόφασις τοῦ προέδρου Πρωτοδικῶν ἀναφέρει ἁπλῶς τὸν διορισμὸν προσωρινῆς διοικήσεως μέχρι τῆς διεξαγωγῆς ἀρχαιρεσιῶν. (600, 463, 923, 491)
sell-price: 223.00 (556, 476, 584, 485)
buy-price: 310.00 (524, 486, 553, 495)
article (20, 297, 276, 442)
headline: ΑΙ ΓΥΜΝΑΣΤΙΚΑΙ ΕΠΙΔΕΙΞΕΙΣ ΤΟΥ «ΑΓΙΟΥ ΒΙΚΕΝΤΙΟΥ» (1209, 374, 1519, 387)
article-body: ΑΘΗΝΑΙ, 4. — Ὁ Σύνδεσμος ἐμπόρων ἀπεφάσισε τὴν κήρυξιν πανελληνίου ἀπεργίας τῶν παντοπωλῶν. (939, 238, 1164, 257)
divider (939, 389, 1164, 390)
divider (292, 838, 584, 839)
headline: ΔΙΚΑΣΤΑΙ ΕΠΙ ΑΥΤΟΚΙΝΗΤΑ (361, 771, 515, 784)
article-body: Ἐπιτροπὴ προσφύγων ἐπεσκέφθη τὸν ὑπουργὸν Βορείου Ἑλλάδος καὶ ἐζήτησε τὴν ἐπίσπευσιν τῆς στεγάσεως. (939, 481, 1164, 500)
headline: Η ΘΗΡΑ ΘΑ ΟΡΓΑΝΩΘΗ ΕΠΙ ΑΡΤΙΩΤΕΡΩΝ ΒΑΣΕΩΝ ΠΛΕΟΝ ΣΥΓΧΡΟΝΙΣΜΕΝΩΝ (292, 118, 584, 142)
article-body: ΑΘΗΝΑΙ, 4. — Διὰ βασιλικῶν διαταγμάτων ἐνεκρίθησαν τροποποιήσεις ρυμοτομικῶν σχεδίων. (939, 597, 1164, 616)
divider (600, 289, 923, 290)
article (939, 338, 1164, 384)
column-3 (600, 45, 923, 2337)
column-5 (1180, 45, 1548, 2337)
article-body: Σήμερον τὸ ἀπόγευμα, θὰ προπονηθοῦν αἱ ὁμάδες τῆς Θεσσαλονίκης, αἱ ὁποῖαι ἀγωνίζονται εἰς τὸ πρωτάθλημα «Ἑλλάδος». Κατὰ τὰς σημερινὰς προπονήσεις θὰ συγκροτηθοῦν αἱ ἐνδεκάδες μὲ τὰς ὁποίας θὰ ἀγωνισθοῦν τὴν προσεχῆ Κυριακήν. ΟΙ ΑΓΩΝΕΣ ΤΗΣ ΚΥΡΙΑΚΗΣ. Τὴν Κυριακήν, θὰ διεξαχθοῦν οἱ ἑξῆς ἀγῶνες πρωταθλήματος: ΠΑΟΚ — Ἀπόλλων Καλαμαριᾶς, Ἄρης — Ἠρακλῆς, Μακεδονικὸς — Ἀλεξάνδρεια. ΤΟ ΠΕΡΙΦΕΡΕΙΑΚΟΝ ΠΡΩΤΑΘΛΗΜΑ. Εἰς τὸ περιφερειακὸν πρωτάθλημα θὰ διεξαχθοῦν οἱ ἀγῶνες: Ἑρμῆς — Ἀναγέννησις, Ἀπόλλων — Ὀλυμπιακός, Ἐθνικὸς — Ἀστήρ. ΤΟ ΠΡΩΤΑΘΛΗΜΑ ΜΠΑΣΚΕΤ. Τὴν Κυριακὴν τὸ ἀπόγευμα θὰ διεξαχθῇ ὁ ἀγὼν μπάσκετ μεταξὺ τῶν ὁμάδων «Ἄρεως» καὶ «ΠΑΟΚ» εἰς τὸ γήπεδον τῆς ΧΑΝΘ. Ὁ ἀγὼν ἀναμένεται νὰ συγκεντρώσῃ τὸ ἐνδιαφέρον τοῦ φιλάθλου κοινοῦ, δεδομένου ὅτι αἱ δύο ὁμάδες διεκδικοῦν τὴν πρώτην θέσιν. (20, 331, 276, 442)
article (1180, 421, 1548, 437)
headline: ΑΥΞΑΝΕΙ Η ΚΑΤΑΝΑΛΩΣΙΣ ΕΛΛΗΝΙΚΩΝ ΚΑΠΝΩΝ ΕΙΣ ΤΗΝ ΣΟΥΗΔΙΑΝ (940, 338, 1163, 363)
divider (600, 584, 923, 585)
headline: ΠΟΙΑ ΤΩΝ ΑΙΤΗΜΑΤΩΝ ΤΩΝ ΕΓΕΝΟΝΤΟ ΔΕΚΤΑ (1190, 447, 1539, 465)
divider (939, 114, 1164, 115)
article (939, 269, 1164, 326)
